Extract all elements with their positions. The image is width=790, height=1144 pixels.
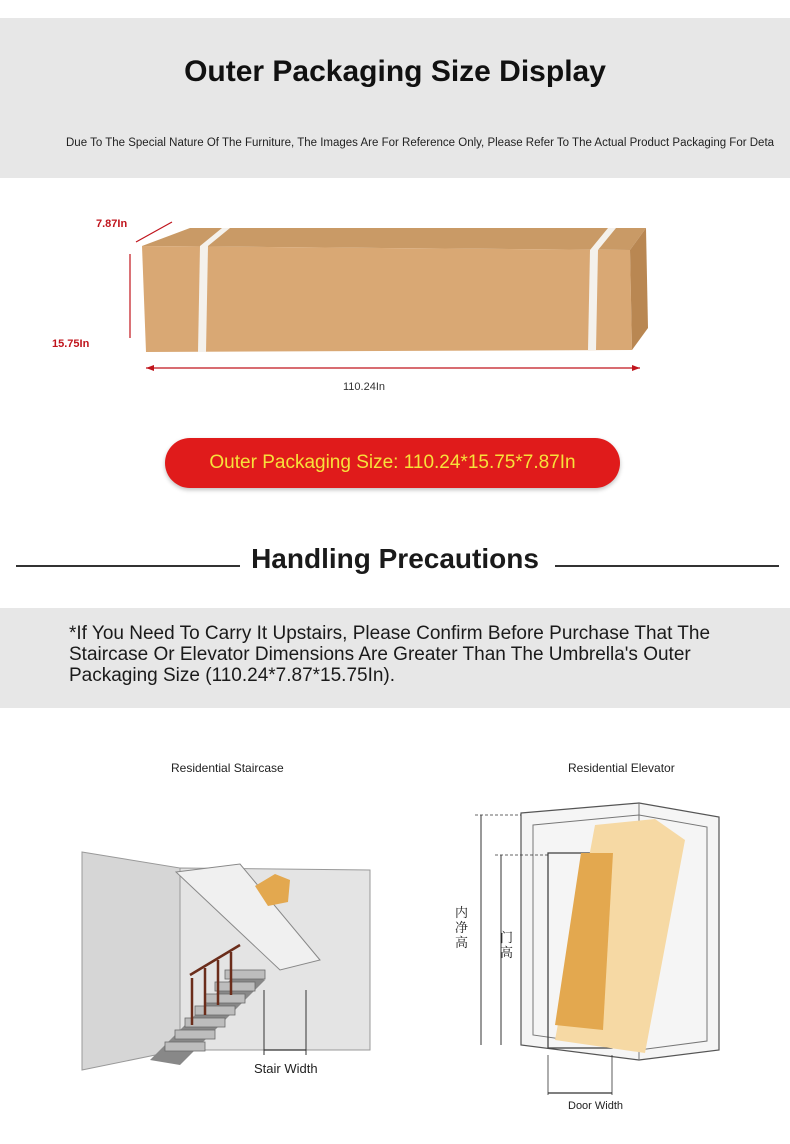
depth-label: 7.87In [96,218,128,230]
door-height-label: 门高 [500,930,514,960]
divider-right [555,565,779,567]
height-label: 15.75In [52,338,90,350]
inner-height-label: 内净高 [455,905,469,950]
stair-width-label: Stair Width [254,1061,318,1076]
door-width-label: Door Width [568,1100,624,1112]
elevator-caption: Residential Elevator [568,761,675,775]
warning-text: *If You Need To Carry It Upstairs, Please Confirm Before Purchase That The Staircase Or Elevator Dimensions Are Greater Than The Umbrella's Outer Packaging Size (110.24*7.87*15.75In). [69,623,711,686]
divider-left [16,565,240,567]
header-band [0,18,790,178]
staircase-caption: Residential Staircase [171,761,284,775]
package-box-illustration [120,210,660,395]
section-title: Handling Precautions [240,543,550,575]
elevator-illustration [455,795,735,1100]
staircase-illustration [80,850,380,1085]
size-pill [165,438,620,488]
page-title: Outer Packaging Size Display [184,55,606,88]
reference-note: Due To The Special Nature Of The Furniture, The Images Are For Reference Only, Please Refer To The Actual Product Packaging For Deta [66,137,775,149]
size-pill-text: Outer Packaging Size: 110.24*15.75*7.87In [209,452,576,473]
length-label: 110.24In [343,381,386,393]
